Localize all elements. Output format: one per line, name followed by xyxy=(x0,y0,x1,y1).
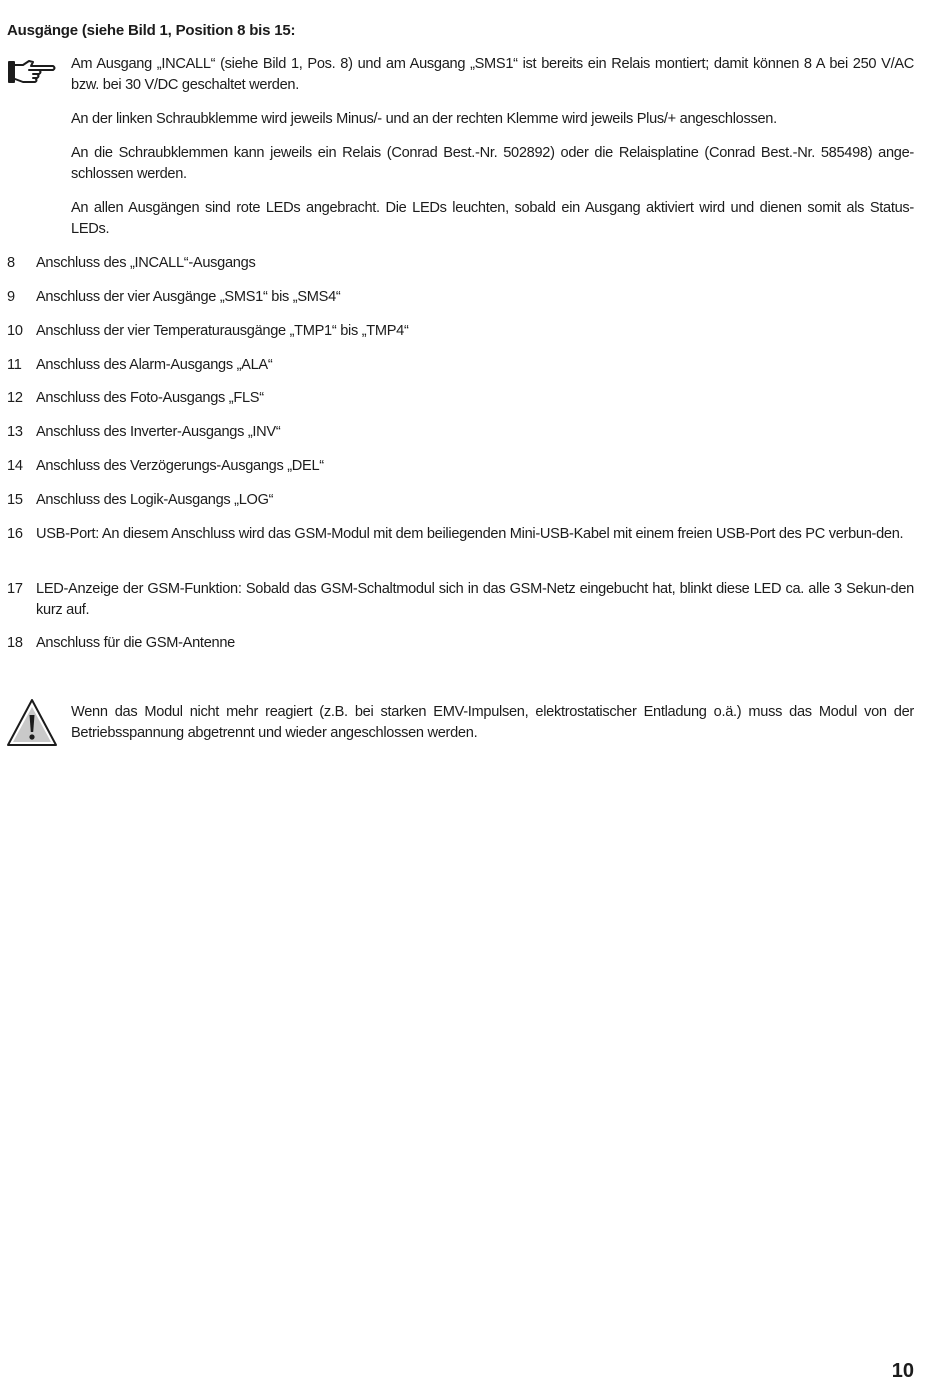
warning-text: Wenn das Modul nicht mehr reagiert (z.B. bei starken EMV-Impulsen, elektrostatischer Entladung o.ä.) muss das Modul von der Betriebsspannung abgetrennt und wieder angeschlossen werden. xyxy=(71,704,914,741)
pointing-hand-icon xyxy=(7,58,57,86)
section-heading: Ausgänge (siehe Bild 1, Position 8 bis 15: xyxy=(7,22,296,39)
list-item-text: Anschluss des Logik-Ausgangs „LOG“ xyxy=(36,492,274,508)
page-number: 10 xyxy=(891,1360,914,1382)
list-item-text: Anschluss des „INCALL“-Ausgangs xyxy=(36,255,256,271)
list-item-number: 11 xyxy=(7,357,22,373)
note-paragraph-3: An die Schraubklemmen kann jeweils ein Relais (Conrad Best.-Nr. 502892) oder die Relaisplatine (Conrad Best.-Nr. 585498) ange-schlossen werden. xyxy=(71,145,914,182)
list-item-text: Anschluss des Alarm-Ausgangs „ALA“ xyxy=(36,357,273,373)
list-item-number: 18 xyxy=(7,635,23,651)
list-item-number: 13 xyxy=(7,424,23,440)
list-item-number: 15 xyxy=(7,492,23,508)
list-item-number: 9 xyxy=(7,289,15,305)
list-item-number: 14 xyxy=(7,458,23,474)
list-item-text: Anschluss des Inverter-Ausgangs „INV“ xyxy=(36,424,281,440)
list-item-text: Anschluss der vier Ausgänge „SMS1“ bis „SMS4“ xyxy=(36,289,341,305)
warning-triangle-icon xyxy=(6,698,58,748)
list-item-number: 12 xyxy=(7,390,23,406)
note-paragraph-1: Am Ausgang „INCALL“ (siehe Bild 1, Pos. 8) und am Ausgang „SMS1“ ist bereits ein Relais montiert; damit können 8 A bei 250 V/AC bzw. bei 30 V/DC geschaltet werden. xyxy=(71,56,914,93)
list-item-text: Anschluss des Foto-Ausgangs „FLS“ xyxy=(36,390,264,406)
list-item-text: Anschluss für die GSM-Antenne xyxy=(36,635,235,651)
list-item-text: USB-Port: An diesem Anschluss wird das GSM-Modul mit dem beiliegenden Mini-USB-Kabel mit einem freien USB-Port des PC verbun-den. xyxy=(36,526,904,542)
note-paragraph-4: An allen Ausgängen sind rote LEDs angebracht. Die LEDs leuchten, sobald ein Ausgang aktiviert wird und dienen somit als Status-LEDs. xyxy=(71,200,914,237)
list-item-text: Anschluss der vier Temperaturausgänge „TMP1“ bis „TMP4“ xyxy=(36,323,409,339)
list-item-text: LED-Anzeige der GSM-Funktion: Sobald das GSM-Schaltmodul sich in das GSM-Netz eingebucht hat, blinkt diese LED ca. alle 3 Sekun-den kurz auf. xyxy=(36,581,914,618)
list-item-number: 10 xyxy=(7,323,23,339)
note-paragraph-2: An der linken Schraubklemme wird jeweils Minus/- und an der rechten Klemme wird jeweils Plus/+ angeschlossen. xyxy=(71,111,777,127)
list-item-number: 8 xyxy=(7,255,15,271)
list-item-number: 17 xyxy=(7,581,23,597)
list-item-text: Anschluss des Verzögerungs-Ausgangs „DEL“ xyxy=(36,458,324,474)
list-item-number: 16 xyxy=(7,526,23,542)
